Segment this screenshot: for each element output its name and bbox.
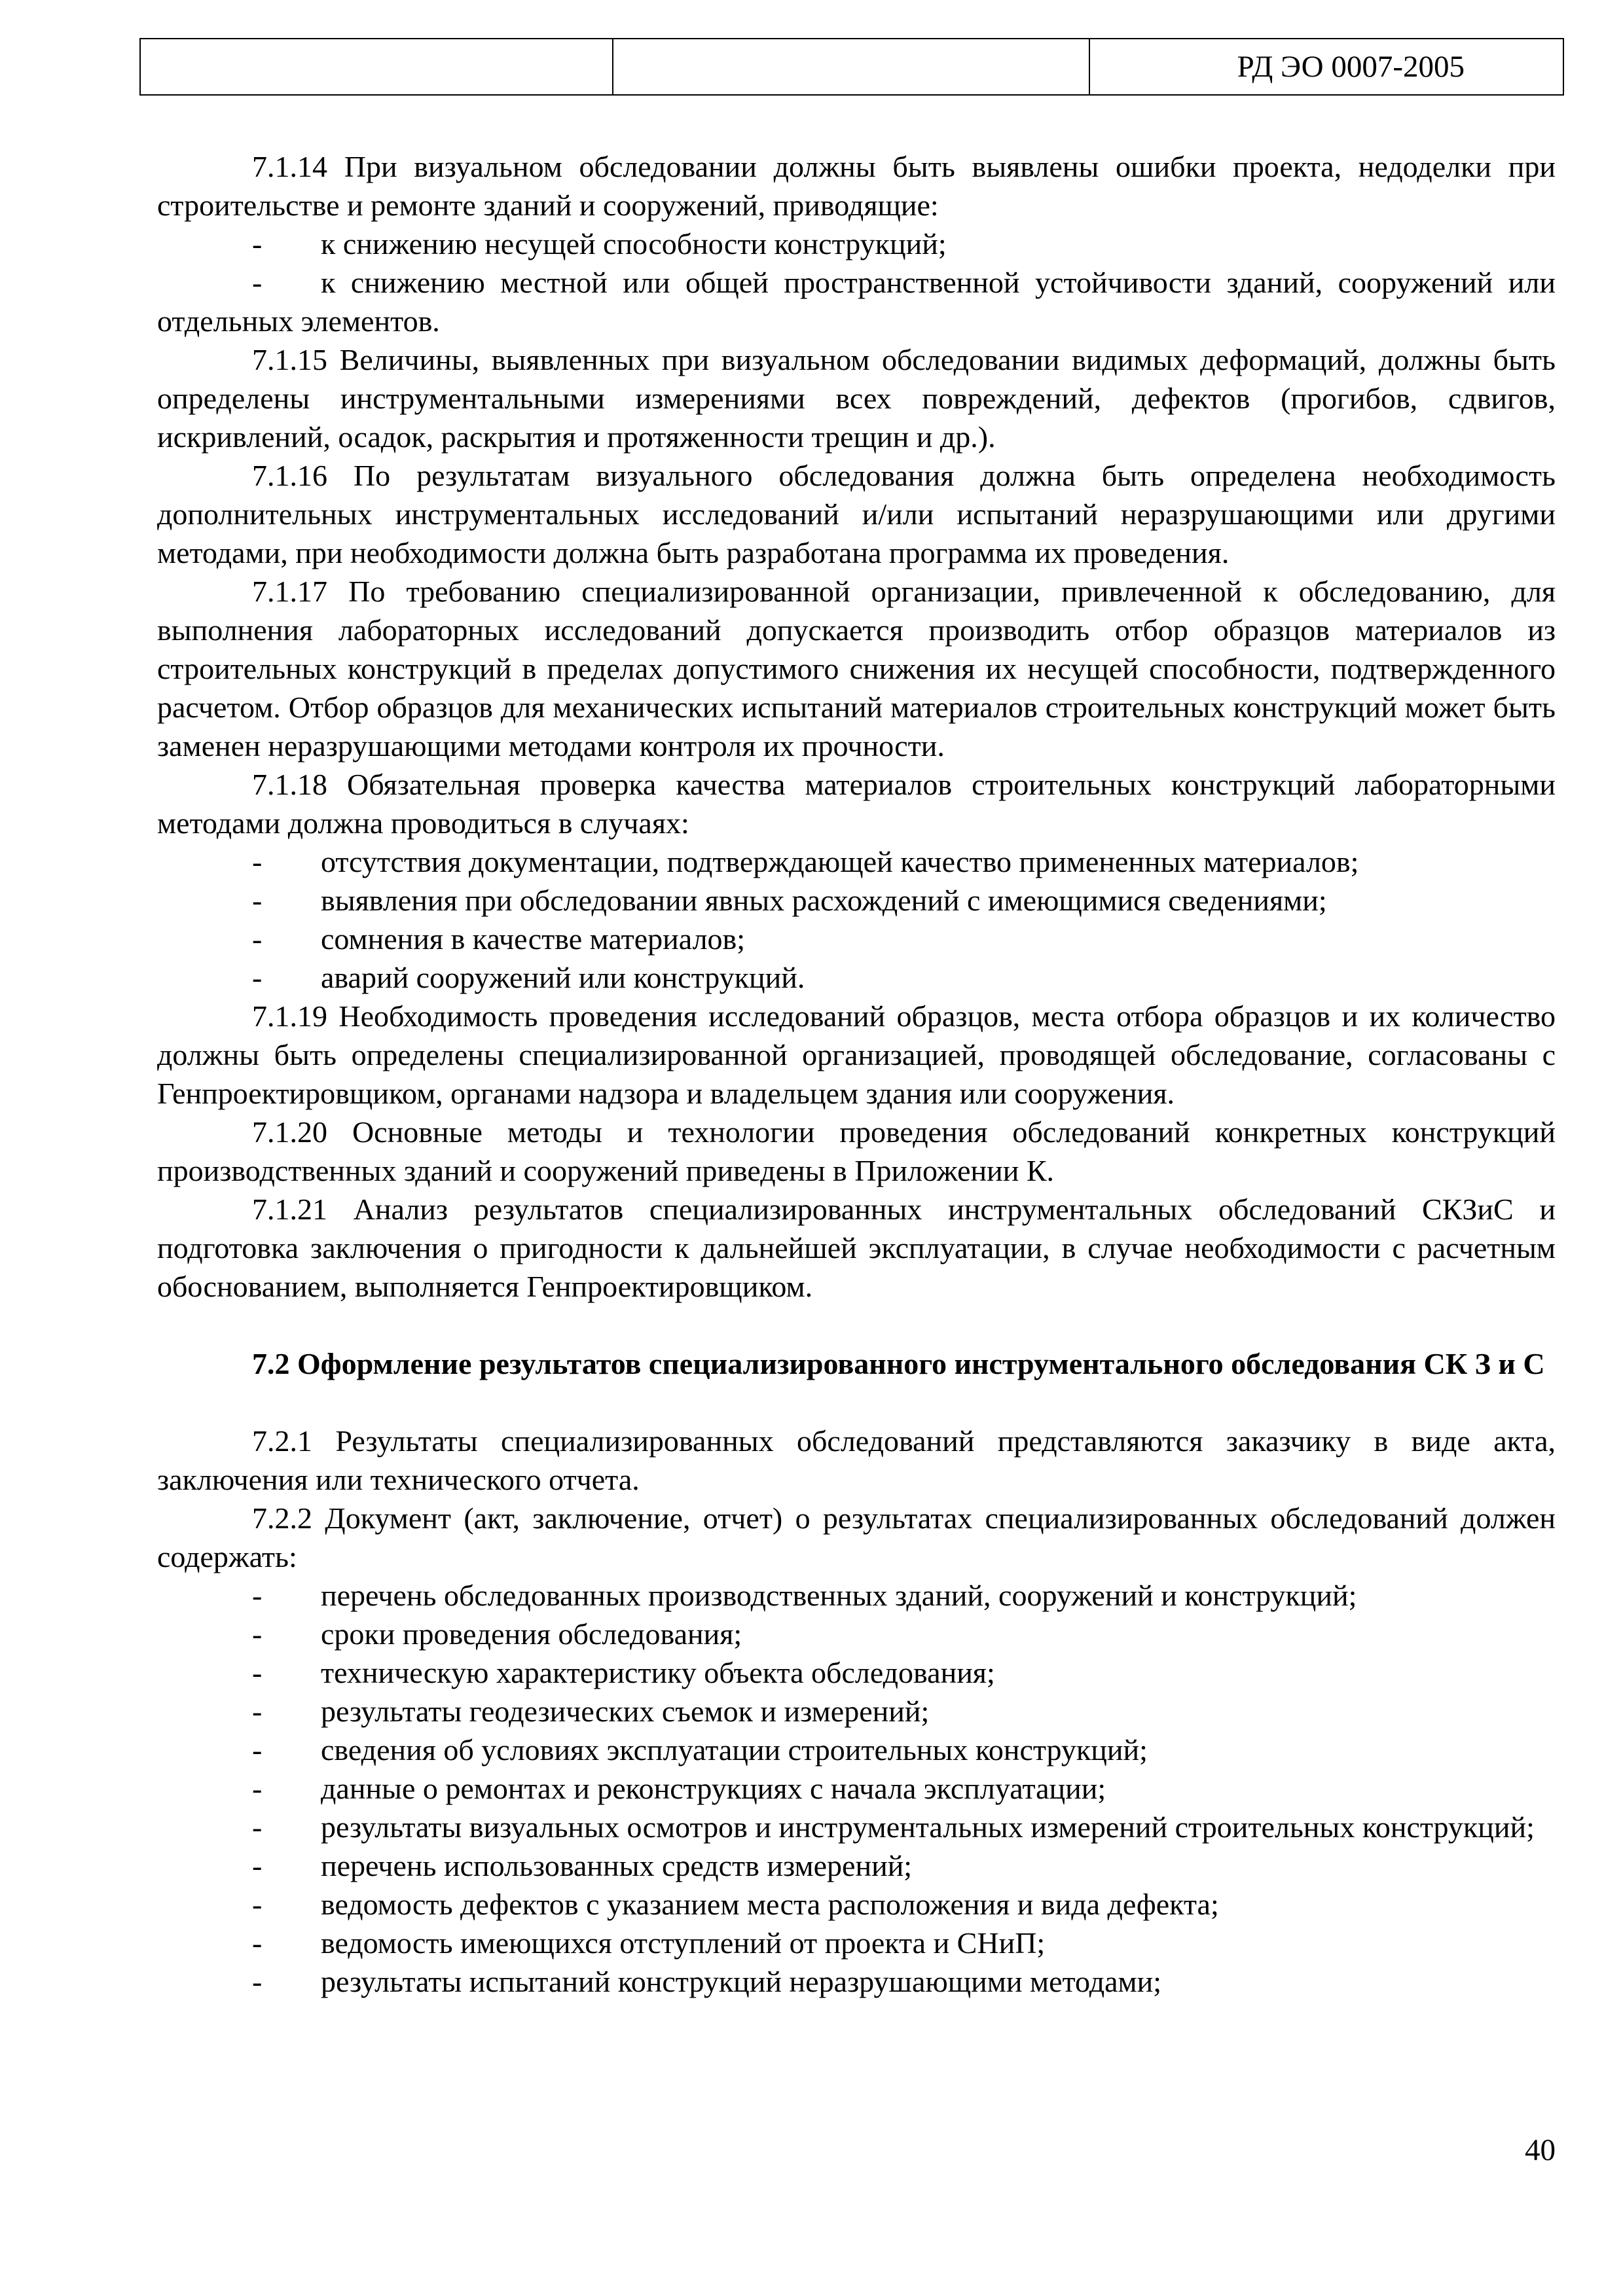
bullet-item xyxy=(157,1924,1556,1962)
bullet-dash: - xyxy=(252,1579,263,1612)
bullet-item xyxy=(157,1808,1556,1846)
bullet-dash: - xyxy=(252,1810,263,1844)
bullet-item xyxy=(157,881,1556,920)
bullet-item xyxy=(157,1962,1556,2001)
bullet-item xyxy=(157,1731,1556,1769)
bullet-text: результаты испытаний конструкций неразрушающими методами; xyxy=(321,1965,1162,1998)
bullet-item xyxy=(157,958,1556,997)
paragraph-7-1-19: 7.1.19 Необходимость проведения исследований образцов, места отбора образцов и их количество должны быть определены специализированной организацией, проводящей обследование, согласованы с Генпроектировщиком, органами надзора и владельцем здания или сооружения. xyxy=(157,999,1556,1110)
bullet-text: сомнения в качестве материалов; xyxy=(321,922,746,956)
bullet-item xyxy=(157,1576,1556,1615)
bullet-dash: - xyxy=(252,1617,263,1651)
bullet-text: отсутствия документации, подтверждающей качество примененных материалов; xyxy=(321,845,1359,878)
bullet-dash: - xyxy=(252,922,263,956)
header-table xyxy=(139,38,1564,96)
bullet-dash: - xyxy=(252,227,263,260)
bullet-text: выявления при обследовании явных расхождений с имеющимися сведениями; xyxy=(321,884,1327,917)
bullet-item xyxy=(157,1653,1556,1692)
bullet-text: ведомость дефектов с указанием места расположения и вида дефекта; xyxy=(321,1888,1219,1921)
bullet-dash: - xyxy=(252,1656,263,1689)
bullet-text: техническую характеристику объекта обследования; xyxy=(321,1656,995,1689)
bullet-dash: - xyxy=(252,845,263,878)
bullet-text: результаты визуальных осмотров и инструментальных измерений строительных конструкций; xyxy=(321,1810,1535,1844)
bullet-item xyxy=(157,224,1556,263)
bullet-dash: - xyxy=(252,1772,263,1805)
bullet-item xyxy=(157,263,1556,340)
document-code: РД ЭО 0007-2005 xyxy=(1089,39,1563,95)
paragraph-7-1-16: 7.1.16 По результатам визуального обследования должна быть определена необходимость дополнительных инструментальных исследований и/или испытаний неразрушающими или другими методами, при необходимости должна быть разработана программа их проведения. xyxy=(157,459,1556,569)
paragraph-7-1-14: 7.1.14 При визуальном обследовании должны быть выявлены ошибки проекта, недоделки при строительстве и ремонте зданий и сооружений, приводящие: xyxy=(157,150,1556,222)
bullet-dash: - xyxy=(252,961,263,994)
bullet-text: результаты геодезических съемок и измерений; xyxy=(321,1695,930,1728)
bullet-text: перечень обследованных производственных зданий, сооружений и конструкций; xyxy=(321,1579,1357,1612)
bullet-dash: - xyxy=(252,1888,263,1921)
header-cell-1 xyxy=(140,39,613,95)
bullet-dash: - xyxy=(252,1695,263,1728)
bullet-dash: - xyxy=(252,1965,263,1998)
bullet-item xyxy=(157,1769,1556,1808)
bullet-dash: - xyxy=(252,1733,263,1767)
bullet-item xyxy=(157,842,1556,881)
paragraph-7-2-2: 7.2.2 Документ (акт, заключение, отчет) о результатах специализированных обследований должен содержать: xyxy=(157,1501,1556,1573)
paragraph-7-1-15: 7.1.15 Величины, выявленных при визуальном обследовании видимых деформаций, должны быть определены инструментальными измерениями всех повреждений, дефектов (прогибов, сдвигов, искривлений, осадок, раскрытия и протяженности трещин и др.). xyxy=(157,343,1556,454)
bullet-item xyxy=(157,1692,1556,1731)
bullet-text: к снижению несущей способности конструкций; xyxy=(321,227,947,260)
section-heading-7-2: 7.2 Оформление результатов специализированного инструментального обследования СК З и С xyxy=(252,1347,1545,1380)
page-number: 40 xyxy=(1525,2133,1556,2167)
bullet-text: к снижению местной или общей пространственной устойчивости зданий, сооружений или отдельных элементов. xyxy=(157,266,1556,338)
paragraph-7-1-21: 7.1.21 Анализ результатов специализированных инструментальных обследований СКЗиС и подготовка заключения о пригодности к дальнейшей эксплуатации, в случае необходимости с расчетным обоснованием, выполняется Генпроектировщиком. xyxy=(157,1193,1556,1303)
paragraph-7-2-1: 7.2.1 Результаты специализированных обследований представляются заказчику в виде акта, заключения или технического отчета. xyxy=(157,1424,1556,1496)
bullet-dash: - xyxy=(252,884,263,917)
bullet-text: данные о ремонтах и реконструкциях с начала эксплуатации; xyxy=(321,1772,1106,1805)
bullet-item xyxy=(157,1885,1556,1924)
bullet-dash: - xyxy=(252,1926,263,1960)
paragraph-7-1-18: 7.1.18 Обязательная проверка качества материалов строительных конструкций лабораторными методами должна проводиться в случаях: xyxy=(157,768,1556,840)
bullet-dash: - xyxy=(252,266,263,299)
bullet-text: аварий сооружений или конструкций. xyxy=(321,961,805,994)
paragraph-7-1-17: 7.1.17 По требованию специализированной организации, привлеченной к обследованию, для выполнения лабораторных исследований допускается производить отбор образцов материалов из строительных конструкций в пределах допустимого снижения их несущей способности, подтвержденного расчетом. Отбор образцов для механических испытаний материалов строительных конструкций может быть заменен неразрушающими методами контроля их прочности. xyxy=(157,575,1556,762)
bullet-item xyxy=(157,1846,1556,1885)
bullet-item xyxy=(157,1615,1556,1653)
paragraph-7-1-20: 7.1.20 Основные методы и технологии проведения обследований конкретных конструкций производственных зданий и сооружений приведены в Приложении К. xyxy=(157,1115,1556,1187)
bullet-dash: - xyxy=(252,1849,263,1882)
header-cell-2 xyxy=(613,39,1089,95)
bullet-text: перечень использованных средств измерений; xyxy=(321,1849,913,1882)
bullet-text: сведения об условиях эксплуатации строительных конструкций; xyxy=(321,1733,1148,1767)
bullet-text: ведомость имеющихся отступлений от проекта и СНиП; xyxy=(321,1926,1046,1960)
bullet-item xyxy=(157,920,1556,958)
document-body xyxy=(157,147,1556,2001)
bullet-text: сроки проведения обследования; xyxy=(321,1617,742,1651)
